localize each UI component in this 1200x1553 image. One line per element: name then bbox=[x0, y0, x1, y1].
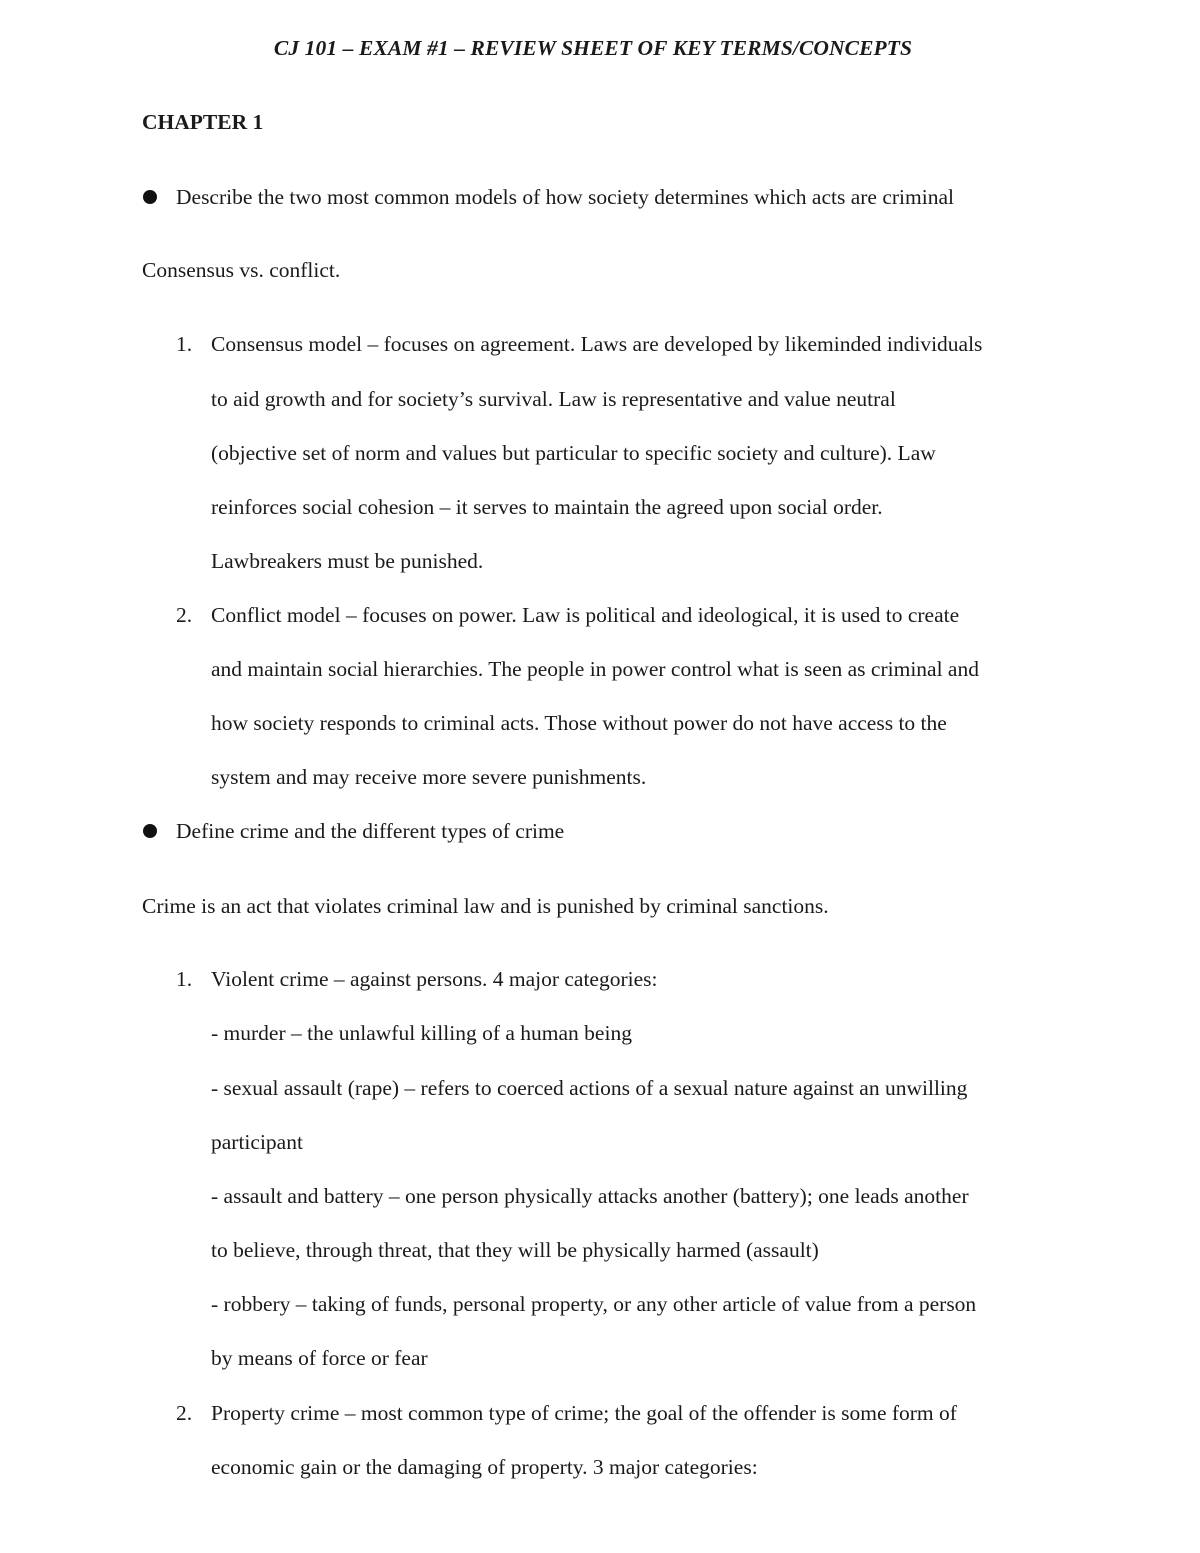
list-item-line: to believe, through threat, that they will be physically harmed (assault) bbox=[211, 1238, 819, 1262]
bullet-icon bbox=[143, 190, 157, 204]
list-number: 1. bbox=[176, 967, 193, 991]
list-item-line: - robbery – taking of funds, personal property, or any other article of value from a person bbox=[211, 1292, 977, 1316]
list-item-line: Consensus model – focuses on agreement. Laws are developed by likeminded individuals bbox=[211, 332, 983, 356]
list-item-line: - murder – the unlawful killing of a human being bbox=[211, 1021, 632, 1045]
bullet-icon bbox=[143, 824, 157, 838]
list-item-line: reinforces social cohesion – it serves to maintain the agreed upon social order. bbox=[211, 495, 883, 519]
list-item-line: Violent crime – against persons. 4 major categories: bbox=[211, 967, 658, 991]
list-item-line: Lawbreakers must be punished. bbox=[211, 549, 484, 573]
section-intro: Crime is an act that violates criminal law and is punished by criminal sanctions. bbox=[142, 894, 829, 918]
list-item-line: participant bbox=[211, 1130, 303, 1154]
list-item-line: system and may receive more severe punishments. bbox=[211, 765, 647, 789]
bullet-text: Describe the two most common models of how society determines which acts are criminal bbox=[176, 185, 954, 209]
section-intro: Consensus vs. conflict. bbox=[142, 258, 341, 282]
list-item-line: and maintain social hierarchies. The people in power control what is seen as criminal and bbox=[211, 657, 979, 681]
list-item-line: Conflict model – focuses on power. Law is political and ideological, it is used to create bbox=[211, 603, 960, 627]
list-number: 2. bbox=[176, 1401, 193, 1425]
bullet-text: Define crime and the different types of crime bbox=[176, 819, 565, 843]
list-item-line: how society responds to criminal acts. Those without power do not have access to the bbox=[211, 711, 947, 735]
list-number: 1. bbox=[176, 332, 193, 356]
list-item-line: - sexual assault (rape) – refers to coerced actions of a sexual nature against an unwilling bbox=[211, 1076, 968, 1100]
list-item-line: - assault and battery – one person physically attacks another (battery); one leads another bbox=[211, 1184, 969, 1208]
page-title: CJ 101 – EXAM #1 – REVIEW SHEET OF KEY TERMS/CONCEPTS bbox=[273, 36, 913, 60]
list-item-line: to aid growth and for society’s survival. Law is representative and value neutral bbox=[211, 387, 896, 411]
list-item-line: Property crime – most common type of crime; the goal of the offender is some form of bbox=[211, 1401, 957, 1425]
list-item-line: economic gain or the damaging of property. 3 major categories: bbox=[211, 1455, 758, 1479]
list-item-line: by means of force or fear bbox=[211, 1346, 428, 1370]
chapter-heading: CHAPTER 1 bbox=[142, 110, 264, 134]
list-number: 2. bbox=[176, 603, 193, 627]
list-item-line: (objective set of norm and values but particular to specific society and culture). Law bbox=[211, 441, 936, 465]
